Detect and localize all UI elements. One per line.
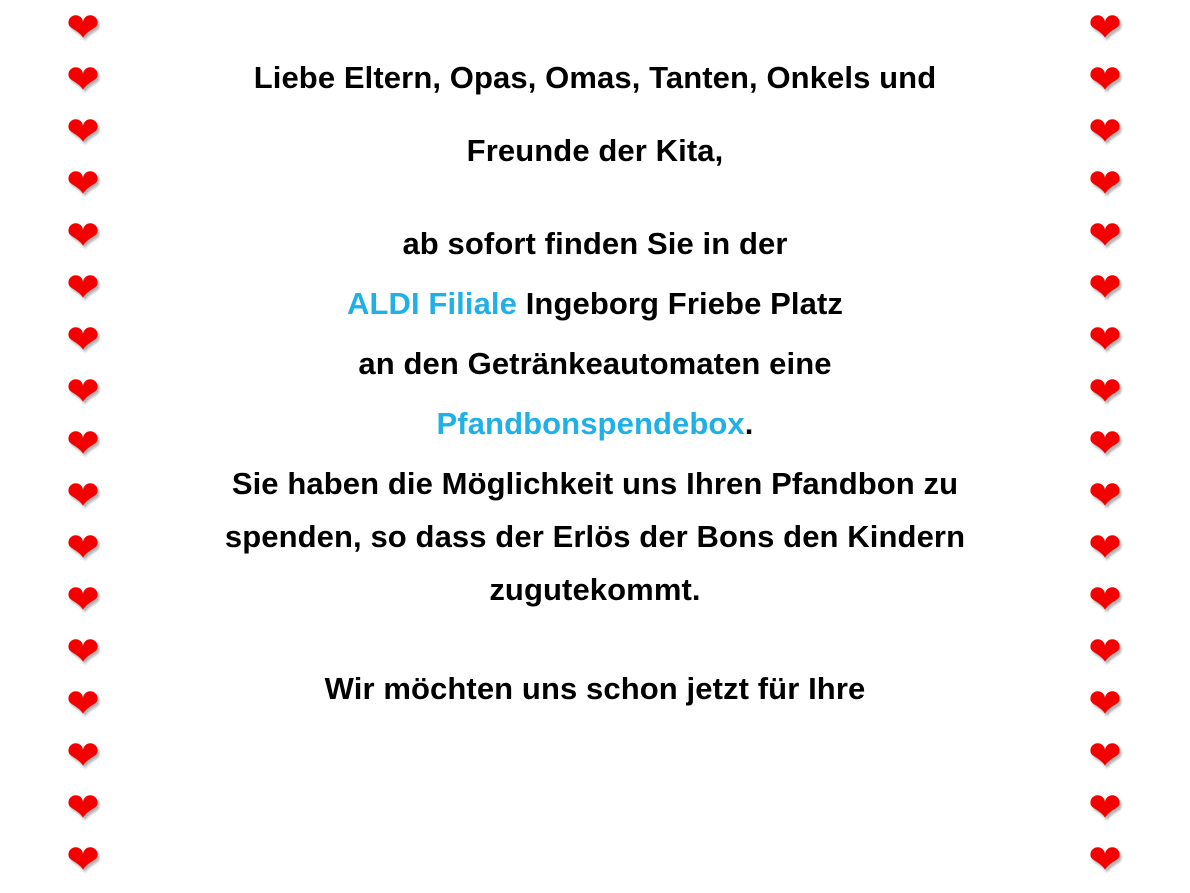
heart-icon: ❤ <box>66 734 100 778</box>
spacer <box>130 627 1060 673</box>
heart-icon: ❤ <box>66 474 100 518</box>
heart-border-left <box>38 0 128 893</box>
body-block <box>130 468 1060 605</box>
announcement-block <box>130 228 1060 439</box>
heart-icon: ❤ <box>1088 214 1122 258</box>
spacer <box>130 166 1060 228</box>
heart-icon: ❤ <box>1088 318 1122 362</box>
heart-icon: ❤ <box>66 6 100 50</box>
heart-icon: ❤ <box>1088 110 1122 154</box>
pfandbonspendebox-highlight: Pfandbonspendebox <box>436 406 745 441</box>
heart-icon: ❤ <box>66 110 100 154</box>
aldi-filiale-highlight: ALDI Filiale <box>346 286 517 321</box>
heart-icon: ❤ <box>1088 58 1122 102</box>
heart-icon: ❤ <box>1088 6 1122 50</box>
greeting-line-1: Liebe Eltern, Opas, Omas, Tanten, Onkels und <box>253 60 937 95</box>
heart-icon: ❤ <box>66 682 100 726</box>
heart-icon: ❤ <box>1088 266 1122 310</box>
heart-icon: ❤ <box>66 214 100 258</box>
heart-icon: ❤ <box>66 526 100 570</box>
heart-icon: ❤ <box>1088 734 1122 778</box>
heart-icon: ❤ <box>66 370 100 414</box>
greeting-block <box>130 62 1060 166</box>
announcement-line-4 <box>130 408 1060 439</box>
flyer-text-content <box>130 0 1060 893</box>
announcement-line-3: an den Getränkeautomaten eine <box>358 346 832 381</box>
heart-icon: ❤ <box>1088 786 1122 830</box>
aldi-filiale-address: Ingeborg Friebe Platz <box>516 286 844 321</box>
body-line-2: spenden, so dass der Erlös der Bons den Kindern <box>224 519 966 554</box>
body-line-3: zugutekommt. <box>489 572 701 607</box>
heart-icon: ❤ <box>66 630 100 674</box>
heart-icon: ❤ <box>66 422 100 466</box>
heart-icon: ❤ <box>66 318 100 362</box>
announcement-line-1: ab sofort finden Sie in der <box>402 226 788 261</box>
closing-block <box>130 673 1060 704</box>
body-line-1: Sie haben die Möglichkeit uns Ihren Pfandbon zu <box>231 466 959 501</box>
heart-icon: ❤ <box>66 58 100 102</box>
heart-icon: ❤ <box>66 266 100 310</box>
heart-icon: ❤ <box>66 578 100 622</box>
heart-icon: ❤ <box>66 838 100 882</box>
heart-icon: ❤ <box>1088 578 1122 622</box>
closing-line-1: Wir möchten uns schon jetzt für Ihre <box>324 671 866 706</box>
heart-icon: ❤ <box>1088 682 1122 726</box>
greeting-line-2: Freunde der Kita, <box>466 133 724 168</box>
heart-border-right <box>1060 0 1150 893</box>
heart-icon: ❤ <box>1088 630 1122 674</box>
heart-icon: ❤ <box>1088 370 1122 414</box>
heart-icon: ❤ <box>66 786 100 830</box>
heart-icon: ❤ <box>1088 526 1122 570</box>
heart-icon: ❤ <box>1088 422 1122 466</box>
heart-icon: ❤ <box>66 162 100 206</box>
heart-icon: ❤ <box>1088 162 1122 206</box>
pfandbonspendebox-punctuation: . <box>744 406 754 441</box>
heart-icon: ❤ <box>1088 838 1122 882</box>
heart-icon: ❤ <box>1088 474 1122 518</box>
announcement-line-2 <box>130 288 1060 319</box>
